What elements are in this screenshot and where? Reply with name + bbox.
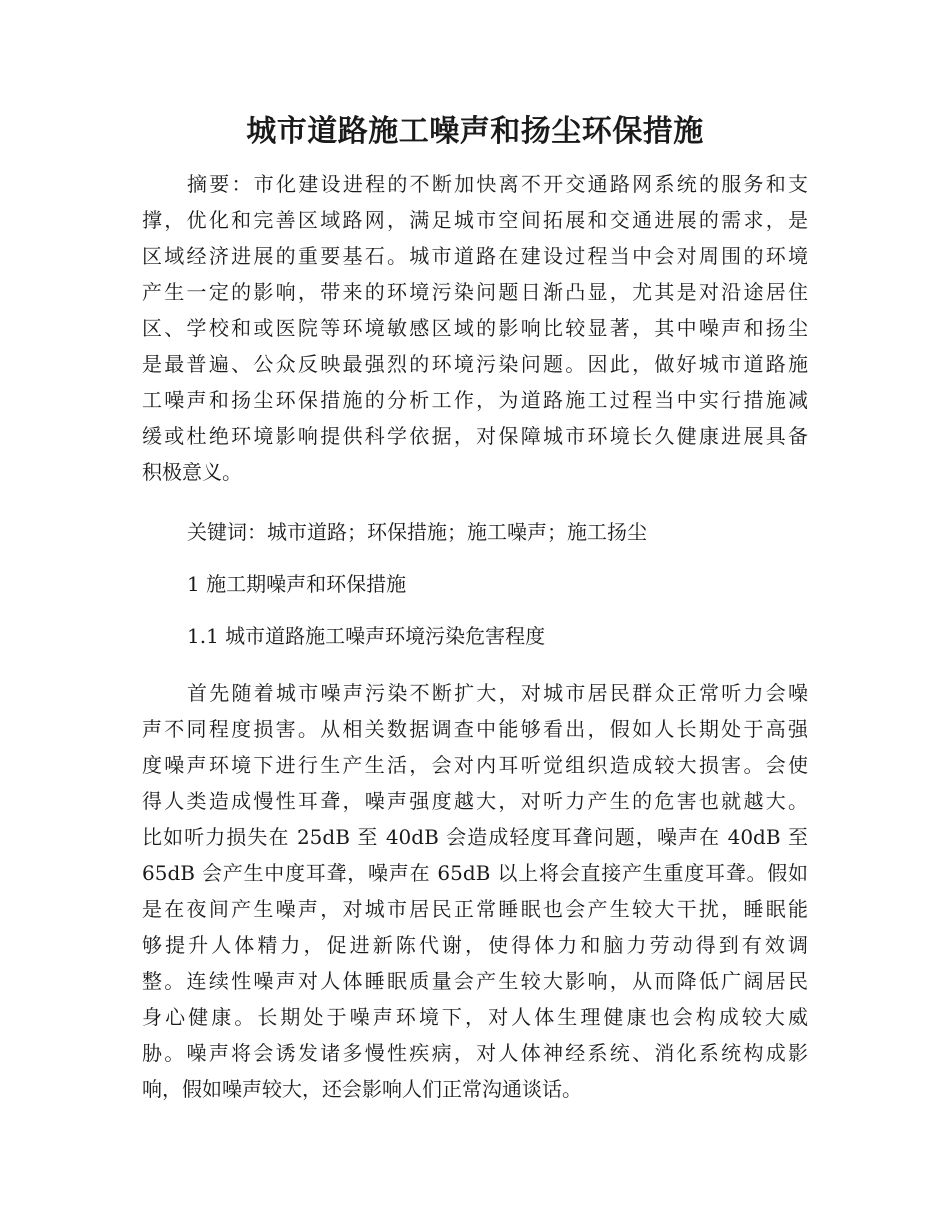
abstract-line: 工噪声和扬尘环保措施的分析工作，为道路施工过程当中实行措施减 <box>142 388 808 412</box>
body-line: 比如听力损失在 25dB 至 40dB 会造成轻度耳聋问题，噪声在 40dB 至 <box>142 825 808 849</box>
abstract-line: 是最普遍、公众反映最强烈的环境污染问题。因此，做好城市道路施 <box>142 352 808 376</box>
abstract-line: 积极意义。 <box>142 460 242 484</box>
body-line: 整。连续性噪声对人体睡眠质量会产生较大影响，从而降低广阔居民 <box>142 969 808 993</box>
abstract-line: 摘要：市化建设进程的不断加快离不开交通路网系统的服务和支 <box>187 172 808 196</box>
abstract-line: 产生一定的影响，带来的环境污染问题日渐凸显，尤其是对沿途居住 <box>142 280 808 304</box>
section-heading-1-1: 1.1 城市道路施工噪声环境污染危害程度 <box>187 624 546 648</box>
abstract-line: 撑，优化和完善区域路网，满足城市空间拓展和交通进展的需求，是 <box>142 208 808 232</box>
abstract-line: 区、学校和或医院等环境敏感区域的影响比较显著，其中噪声和扬尘 <box>142 316 808 340</box>
document-title: 城市道路施工噪声和扬尘环保措施 <box>246 114 704 149</box>
body-line: 首先随着城市噪声污染不断扩大，对城市居民群众正常听力会噪 <box>187 681 808 705</box>
body-line: 度噪声环境下进行生产生活，会对内耳听觉组织造成较大损害。会使 <box>142 753 808 777</box>
abstract-line: 缓或杜绝环境影响提供科学依据，对保障城市环境长久健康进展具备 <box>142 424 808 448</box>
body-paragraph <box>142 675 808 1107</box>
body-line: 身心健康。长期处于噪声环境下，对人体生理健康也会构成较大威 <box>142 1005 808 1029</box>
abstract-line: 区域经济进展的重要基石。城市道路在建设过程当中会对周围的环境 <box>142 244 808 268</box>
keywords-line: 关键词：城市道路；环保措施；施工噪声；施工扬尘 <box>187 520 647 544</box>
body-line: 声不同程度损害。从相关数据调查中能够看出，假如人长期处于高强 <box>142 717 808 741</box>
body-line: 响，假如噪声较大，还会影响人们正常沟通谈话。 <box>142 1077 582 1101</box>
body-line: 65dB 会产生中度耳聋，噪声在 65dB 以上将会直接产生重度耳聋。假如 <box>142 861 808 885</box>
body-line: 是在夜间产生噪声，对城市居民正常睡眠也会产生较大干扰，睡眠能 <box>142 897 808 921</box>
body-line: 得人类造成慢性耳聋，噪声强度越大，对听力产生的危害也就越大。 <box>142 789 808 813</box>
body-line: 够提升人体精力，促进新陈代谢，使得体力和脑力劳动得到有效调 <box>142 933 808 957</box>
section-heading-1: 1 施工期噪声和环保措施 <box>187 572 407 596</box>
body-line: 胁。噪声将会诱发诸多慢性疾病，对人体神经系统、消化系统构成影 <box>142 1041 808 1065</box>
abstract-paragraph <box>142 166 808 490</box>
